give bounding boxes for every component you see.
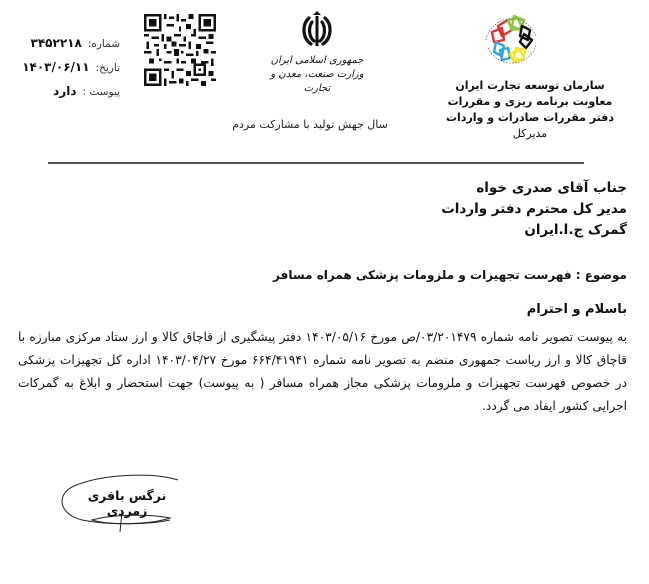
letter-attachment-row xyxy=(10,84,120,108)
organization-department xyxy=(430,78,630,142)
letter-date-label: تاریخ: xyxy=(95,62,120,74)
letter-greeting: باسلام و احترام xyxy=(526,302,627,317)
addressee-name: جناب آقای صدری خواه xyxy=(476,180,627,196)
trade-promotion-organization-logo xyxy=(468,6,554,78)
iran-emblem-icon xyxy=(300,10,334,50)
letter-number-label: شماره: xyxy=(87,38,120,50)
emblem-ministry-name: وزارت صنعت، معدن و تجارت xyxy=(270,69,364,94)
signatory-name: نرگس باقری زمردی xyxy=(87,488,167,518)
addressee-organization: گمرک ج.ا.ایران xyxy=(524,222,627,238)
org-line-4: مدیرکل xyxy=(512,127,548,140)
addressee-title: مدیر کل محترم دفتر واردات xyxy=(441,201,627,217)
emblem-country-name: جمهوری اسلامی ایران xyxy=(270,55,364,66)
letter-meta xyxy=(10,36,120,108)
ministry-emblem xyxy=(262,10,372,96)
header-divider xyxy=(48,162,584,164)
letter-body: به پیوست تصویر نامه شماره ۰۳/۲۰۱۴۷۹/ص مورخ ۱۴۰۳/۰۵/۱۶ دفتر پیشگیری از قاچاق کالا و ارز ستاد مرکزی مبارزه با قاچاق کالا و ارز ریاست جمهوری منضم به تصویر نامه شماره ۶۶۴/۴۱۹۴۱ مورخ ۱۴۰۳/۰۴/۲۷ اداره کل تجهیزات پزشکی در خصوص فهرست تجهیزات و ملزومات پزشکی مجاز همراه مسافر ( به پیوست) جهت استحضار و ابلاغ به گمرکات اجرایی کشور ایفاد می گردد. xyxy=(18,330,628,413)
org-line-2: معاونت برنامه ریزی و مقررات xyxy=(447,95,613,108)
addressee-block xyxy=(441,178,627,241)
letter-date-value: ۱۴۰۳/۰۶/۱۱ xyxy=(22,60,90,74)
letter-number-row xyxy=(10,36,120,60)
signature-block xyxy=(52,470,192,540)
letter-subject: موضوع : فهرست تجهیزات و ملزومات پزشکی همراه مسافر xyxy=(273,268,627,282)
qr-code xyxy=(144,14,216,86)
letter-date-row xyxy=(10,60,120,84)
year-motto: سال جهش تولید با مشارکت مردم xyxy=(232,118,388,131)
letter-attachment-value: دارد xyxy=(53,84,77,98)
letter-attachment-label: پیوست : xyxy=(82,86,120,98)
org-line-3: دفتر مقررات صادرات و واردات xyxy=(445,111,615,124)
org-line-1: سازمان توسعه تجارت ایران xyxy=(455,79,605,92)
letter-number-value: ۳۴۵۲۲۱۸ xyxy=(30,36,82,50)
